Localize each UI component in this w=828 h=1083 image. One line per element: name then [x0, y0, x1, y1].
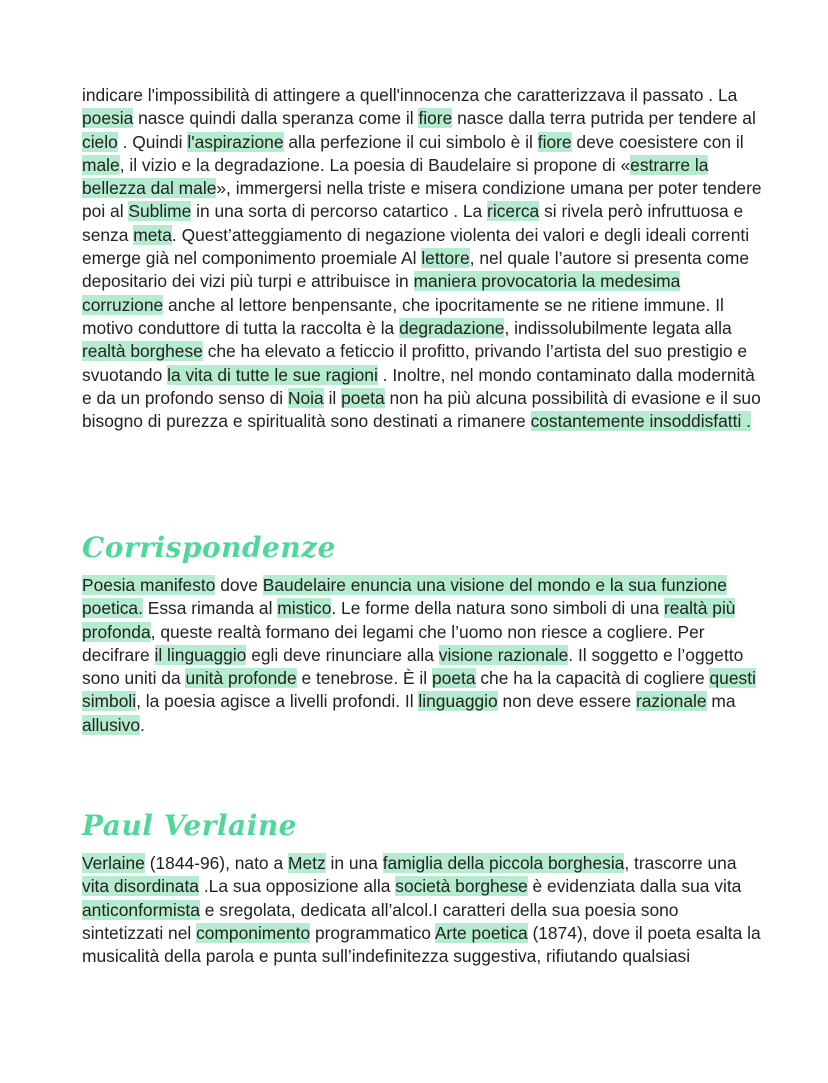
text-run: , nel quale l’autore si presenta come depositario dei vizi più turpi e attribuisce in — [82, 248, 750, 292]
highlighted-phrase: fiore — [537, 131, 572, 152]
highlighted-phrase: Baudelaire enuncia una visione del mondo e la sua funzione poetica. — [82, 575, 727, 619]
text-run: alla perfezione il cui simbolo è il — [283, 131, 538, 152]
highlighted-phrase: realtà borghese — [82, 341, 203, 362]
highlighted-phrase: Noia — [287, 387, 324, 408]
text-run: . Le forme della natura sono simboli di una — [331, 598, 664, 619]
highlighted-phrase: unità profonde — [185, 668, 297, 689]
text-run: nasce dalla terra putrida per tendere al — [452, 108, 756, 129]
text-run: dove — [215, 575, 263, 595]
highlighted-phrase: società borghese — [395, 876, 528, 897]
highlighted-phrase: lettore — [421, 248, 470, 269]
highlighted-phrase: maniera provocatoria la medesima corruzione — [82, 271, 681, 315]
heading-paul-verlaine: Paul Verlaine — [82, 809, 297, 842]
highlighted-phrase: degradazione — [399, 317, 505, 338]
text-run: . Quindi — [117, 131, 188, 152]
text-run: . Il soggetto e l’oggetto sono uniti da — [82, 644, 744, 689]
text-run: , trascorre una — [624, 853, 737, 873]
text-run: , indissolubilmente legata alla — [504, 317, 732, 338]
text-run: . Inoltre, nel mondo contaminato dalla modernità e da un profondo senso di — [82, 364, 755, 408]
text-run: Essa rimanda al — [142, 598, 278, 619]
text-run: . Quest’atteggiamento di negazione violenta dei valori e degli ideali correnti emerge già nel componimento proemiale Al — [82, 224, 750, 269]
highlighted-phrase: meta — [133, 224, 172, 245]
text-run: , la poesia agisce a livelli profondi. Il — [136, 691, 419, 712]
text-run: non ha più alcuna possibilità di evasione e il suo bisogno di purezza e spiritualità sono destinati a rimanere — [82, 387, 761, 432]
highlighted-phrase: costantemente insoddisfatti . — [530, 411, 751, 432]
text-run: deve coesistere con il — [571, 131, 744, 152]
text-run: il — [323, 387, 342, 408]
text-run: (1844-96), nato a — [144, 853, 288, 873]
paragraph-verlaine — [82, 852, 762, 968]
highlighted-phrase: estrarre la bellezza dal male — [82, 154, 709, 199]
text-run: . — [140, 714, 145, 735]
text-run: egli deve rinunciare alla — [246, 644, 439, 665]
highlighted-phrase: Sublime — [128, 201, 192, 222]
text-run: », immergersi nella triste e misera condizione umana per poter tendere poi al — [82, 178, 762, 222]
text-run: in una sorta di percorso catartico . La — [191, 201, 488, 222]
text-run: in una — [325, 853, 383, 873]
text-run: indicare l'impossibilità di attingere a quell'innocenza che caratterizzava il passato . La — [82, 85, 738, 105]
text-run: che ha la capacità di cogliere — [475, 668, 710, 689]
highlighted-phrase: questi simboli — [82, 668, 756, 712]
highlighted-phrase: famiglia della piccola borghesia — [382, 853, 625, 873]
text-run: programmatico — [310, 922, 435, 943]
highlighted-phrase: male — [82, 154, 120, 175]
highlighted-phrase: realtà più profonda — [82, 598, 736, 642]
text-run: e sregolata, dedicata all’alcol.I caratteri della sua poesia sono sintetizzati nel — [82, 899, 679, 943]
highlighted-phrase: Verlaine — [82, 853, 145, 873]
highlighted-phrase: mistico — [277, 598, 332, 619]
highlighted-phrase: Poesia manifesto — [82, 575, 216, 595]
highlighted-phrase: componimento — [196, 922, 311, 943]
highlighted-phrase: fiore — [418, 108, 453, 129]
text-run: nasce quindi dalla speranza come il — [133, 108, 419, 129]
text-run: , il vizio e la degradazione. La poesia di Baudelaire si propone di « — [119, 154, 631, 175]
highlighted-phrase: la vita di tutte le sue ragioni — [167, 364, 378, 385]
heading-corrispondenze: Corrispondenze — [82, 531, 336, 564]
text-run: .La sua opposizione alla — [198, 876, 396, 897]
highlighted-phrase: anticonformista — [82, 899, 200, 920]
paragraph-corrispondenze — [82, 574, 762, 737]
text-run: è evidenziata dalla sua vita — [527, 876, 742, 897]
highlighted-phrase: il linguaggio — [154, 644, 247, 665]
text-run: si rivela però infruttuosa e senza — [82, 201, 744, 245]
highlighted-phrase: poeta — [432, 668, 476, 689]
text-run: che ha elevato a feticcio il profitto, privando l’artista del suo prestigio e svuotando — [82, 341, 748, 385]
highlighted-phrase: linguaggio — [418, 691, 498, 712]
highlighted-phrase: cielo — [82, 131, 118, 152]
text-run: e tenebrose. È il — [296, 668, 432, 689]
highlighted-phrase: poeta — [341, 387, 385, 408]
text-run: ma — [706, 691, 736, 712]
highlighted-phrase: ricerca — [487, 201, 540, 222]
text-run: , queste realtà formano dei legami che l’uomo non riesce a cogliere. Per decifrare — [82, 621, 705, 665]
highlighted-phrase: allusivo — [82, 714, 140, 735]
highlighted-phrase: vita disordinata — [82, 876, 199, 897]
highlighted-phrase: poesia — [82, 108, 134, 129]
text-run: (1874), dove il poeta esalta la musicalità della parola e punta sull’indefinitezza suggestiva, rifiutando qualsiasi — [82, 922, 761, 967]
highlighted-phrase: Metz — [287, 853, 326, 873]
highlighted-phrase: razionale — [635, 691, 707, 712]
highlighted-phrase: visione razionale — [438, 644, 569, 665]
paragraph-baudelaire-poetics — [82, 84, 762, 433]
text-run: non deve essere — [497, 691, 636, 712]
highlighted-phrase: Arte poetica — [434, 922, 528, 943]
highlighted-phrase: l'aspirazione — [187, 131, 284, 152]
text-run: anche al lettore benpensante, che ipocritamente se ne ritiene immune. Il motivo conduttore di tutta la raccolta è la — [82, 294, 724, 338]
